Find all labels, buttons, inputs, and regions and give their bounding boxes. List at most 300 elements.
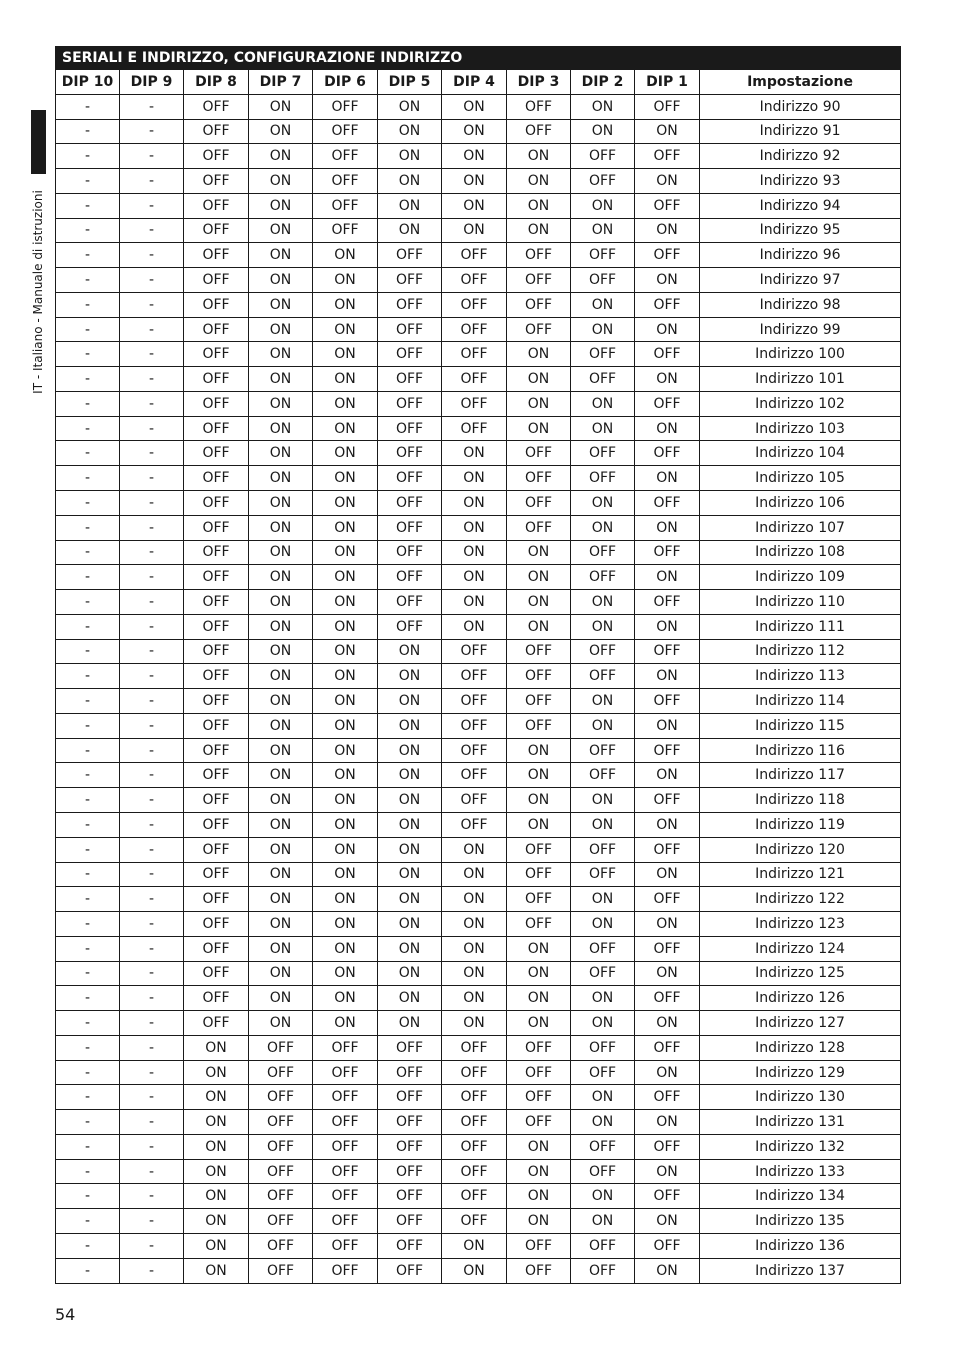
dip-cell: ON (249, 788, 313, 813)
dip-cell: OFF (313, 1035, 378, 1060)
table-row (56, 713, 901, 738)
dip-cell: ON (571, 391, 635, 416)
dip-cell: ON (249, 639, 313, 664)
setting-cell: Indirizzo 131 (700, 1110, 901, 1135)
dip-cell: OFF (571, 243, 635, 268)
dip-cell: OFF (378, 1159, 442, 1184)
table-row (56, 441, 901, 466)
dip-cell: OFF (378, 391, 442, 416)
dip-cell: OFF (378, 243, 442, 268)
dip-cell: - (56, 144, 120, 169)
dip-cell: ON (635, 1110, 700, 1135)
dip-cell: ON (571, 590, 635, 615)
dip-cell: ON (313, 342, 378, 367)
dip-cell: ON (571, 689, 635, 714)
dip-cell: - (56, 119, 120, 144)
setting-cell: Indirizzo 111 (700, 614, 901, 639)
table-row (56, 218, 901, 243)
dip-cell: OFF (184, 391, 249, 416)
dip-cell: OFF (571, 1060, 635, 1085)
dip-cell: - (56, 862, 120, 887)
dip-cell: ON (571, 788, 635, 813)
dip-cell: OFF (507, 1258, 571, 1283)
dip-cell: OFF (442, 1184, 507, 1209)
dip-cell: - (56, 441, 120, 466)
dip-cell: - (120, 565, 184, 590)
dip-cell: - (56, 416, 120, 441)
table-row (56, 1258, 901, 1283)
dip-cell: ON (313, 912, 378, 937)
dip-cell: ON (249, 689, 313, 714)
setting-cell: Indirizzo 108 (700, 540, 901, 565)
dip-cell: OFF (378, 540, 442, 565)
dip-cell: ON (249, 540, 313, 565)
dip-cell: - (56, 317, 120, 342)
dip-cell: OFF (184, 713, 249, 738)
dip-cell: - (120, 540, 184, 565)
dip-cell: OFF (507, 1060, 571, 1085)
dip-cell: OFF (571, 763, 635, 788)
setting-cell: Indirizzo 103 (700, 416, 901, 441)
page-number: 54 (55, 1305, 76, 1324)
dip-cell: OFF (313, 1159, 378, 1184)
dip-cell: OFF (571, 936, 635, 961)
table-row (56, 763, 901, 788)
setting-cell: Indirizzo 133 (700, 1159, 901, 1184)
dip-cell: ON (249, 144, 313, 169)
dip-cell: OFF (635, 1035, 700, 1060)
setting-cell: Indirizzo 98 (700, 292, 901, 317)
dip-cell: ON (313, 292, 378, 317)
dip-cell: ON (635, 466, 700, 491)
dip-cell: - (120, 887, 184, 912)
dip-cell: ON (507, 961, 571, 986)
table-row (56, 639, 901, 664)
dip-cell: OFF (184, 292, 249, 317)
dip-cell: - (56, 837, 120, 862)
setting-cell: Indirizzo 106 (700, 491, 901, 516)
dip-cell: ON (249, 614, 313, 639)
column-header: DIP 3 (507, 70, 571, 95)
table-row (56, 1184, 901, 1209)
dip-cell: - (56, 515, 120, 540)
dip-cell: ON (507, 763, 571, 788)
dip-cell: OFF (313, 1258, 378, 1283)
dip-cell: - (120, 713, 184, 738)
dip-cell: ON (378, 763, 442, 788)
dip-cell: OFF (378, 317, 442, 342)
dip-cell: ON (184, 1060, 249, 1085)
dip-cell: - (120, 317, 184, 342)
dip-cell: ON (507, 1134, 571, 1159)
dip-cell: OFF (184, 912, 249, 937)
table-row (56, 540, 901, 565)
dip-cell: ON (249, 738, 313, 763)
table-row (56, 887, 901, 912)
dip-cell: OFF (442, 812, 507, 837)
dip-cell: ON (184, 1134, 249, 1159)
dip-cell: ON (249, 590, 313, 615)
setting-cell: Indirizzo 104 (700, 441, 901, 466)
dip-cell: - (56, 94, 120, 119)
dip-cell: OFF (184, 887, 249, 912)
column-header: DIP 10 (56, 70, 120, 95)
dip-cell: ON (184, 1233, 249, 1258)
setting-cell: Indirizzo 96 (700, 243, 901, 268)
dip-cell: OFF (571, 837, 635, 862)
table-row (56, 961, 901, 986)
dip-cell: - (56, 1085, 120, 1110)
dip-cell: ON (313, 391, 378, 416)
dip-cell: ON (571, 218, 635, 243)
column-header: DIP 4 (442, 70, 507, 95)
dip-cell: ON (442, 1011, 507, 1036)
dip-cell: OFF (378, 466, 442, 491)
setting-cell: Indirizzo 132 (700, 1134, 901, 1159)
dip-cell: OFF (507, 887, 571, 912)
dip-cell: ON (442, 1233, 507, 1258)
dip-cell: ON (249, 268, 313, 293)
dip-cell: OFF (507, 466, 571, 491)
dip-cell: OFF (571, 540, 635, 565)
dip-cell: OFF (635, 491, 700, 516)
table-row (56, 94, 901, 119)
dip-cell: ON (635, 713, 700, 738)
dip-cell: ON (313, 317, 378, 342)
dip-cell: - (56, 1258, 120, 1283)
dip-cell: OFF (184, 961, 249, 986)
dip-cell: OFF (635, 689, 700, 714)
dip-cell: ON (249, 862, 313, 887)
dip-cell: OFF (635, 391, 700, 416)
dip-cell: ON (507, 1209, 571, 1234)
dip-cell: - (120, 441, 184, 466)
dip-cell: ON (507, 590, 571, 615)
dip-cell: ON (378, 936, 442, 961)
dip-cell: ON (378, 193, 442, 218)
dip-cell: ON (249, 169, 313, 194)
dip-cell: ON (249, 391, 313, 416)
dip-cell: ON (378, 94, 442, 119)
dip-cell: - (56, 639, 120, 664)
dip-cell: ON (442, 94, 507, 119)
dip-cell: ON (313, 936, 378, 961)
setting-cell: Indirizzo 124 (700, 936, 901, 961)
dip-cell: ON (571, 491, 635, 516)
dip-cell: OFF (442, 639, 507, 664)
dip-cell: OFF (635, 590, 700, 615)
dip-cell: - (120, 1011, 184, 1036)
dip-cell: - (120, 961, 184, 986)
table-row (56, 590, 901, 615)
dip-cell: ON (635, 317, 700, 342)
setting-cell: Indirizzo 92 (700, 144, 901, 169)
column-header: DIP 9 (120, 70, 184, 95)
column-header: DIP 8 (184, 70, 249, 95)
dip-cell: OFF (249, 1258, 313, 1283)
dip-cell: OFF (507, 268, 571, 293)
dip-cell: ON (184, 1184, 249, 1209)
dip-cell: OFF (249, 1134, 313, 1159)
dip-cell: ON (313, 491, 378, 516)
dip-cell: ON (378, 961, 442, 986)
dip-cell: OFF (442, 1209, 507, 1234)
table-row (56, 986, 901, 1011)
dip-cell: ON (249, 961, 313, 986)
dip-cell: ON (313, 367, 378, 392)
dip-cell: ON (249, 812, 313, 837)
dip-cell: - (56, 763, 120, 788)
setting-cell: Indirizzo 119 (700, 812, 901, 837)
dip-cell: ON (313, 961, 378, 986)
dip-cell: OFF (442, 763, 507, 788)
dip-cell: OFF (184, 243, 249, 268)
dip-cell: OFF (571, 466, 635, 491)
table-row (56, 317, 901, 342)
setting-cell: Indirizzo 126 (700, 986, 901, 1011)
dip-cell: ON (249, 218, 313, 243)
dip-cell: - (120, 416, 184, 441)
dip-cell: OFF (378, 367, 442, 392)
dip-cell: OFF (184, 614, 249, 639)
dip-cell: OFF (507, 912, 571, 937)
dip-cell: ON (571, 713, 635, 738)
dip-cell: OFF (507, 317, 571, 342)
dip-cell: - (56, 1011, 120, 1036)
dip-cell: ON (442, 862, 507, 887)
dip-cell: ON (184, 1035, 249, 1060)
dip-cell: OFF (184, 1011, 249, 1036)
table-row (56, 1110, 901, 1135)
dip-cell: OFF (571, 862, 635, 887)
dip-cell: OFF (378, 614, 442, 639)
dip-cell: OFF (249, 1209, 313, 1234)
dip-cell: OFF (635, 292, 700, 317)
dip-cell: - (120, 1209, 184, 1234)
dip-switch-table (55, 46, 901, 1284)
dip-cell: OFF (378, 1060, 442, 1085)
dip-cell: OFF (442, 1035, 507, 1060)
dip-cell: ON (635, 1060, 700, 1085)
dip-cell: - (120, 986, 184, 1011)
table-row (56, 193, 901, 218)
dip-cell: - (56, 738, 120, 763)
dip-cell: - (120, 590, 184, 615)
dip-cell: ON (571, 292, 635, 317)
dip-cell: OFF (378, 268, 442, 293)
dip-cell: OFF (313, 1110, 378, 1135)
table-row (56, 169, 901, 194)
dip-cell: - (120, 689, 184, 714)
dip-cell: ON (313, 689, 378, 714)
dip-cell: ON (635, 367, 700, 392)
dip-cell: OFF (635, 986, 700, 1011)
dip-cell: ON (378, 119, 442, 144)
dip-cell: OFF (571, 441, 635, 466)
dip-cell: ON (184, 1085, 249, 1110)
table-row (56, 1233, 901, 1258)
dip-cell: ON (249, 491, 313, 516)
setting-cell: Indirizzo 110 (700, 590, 901, 615)
dip-cell: - (120, 738, 184, 763)
table-row (56, 292, 901, 317)
dip-cell: ON (635, 1258, 700, 1283)
dip-cell: - (120, 664, 184, 689)
dip-cell: ON (442, 986, 507, 1011)
dip-cell: ON (249, 912, 313, 937)
table-row (56, 812, 901, 837)
dip-cell: OFF (249, 1085, 313, 1110)
dip-cell: OFF (378, 1085, 442, 1110)
dip-cell: OFF (635, 1233, 700, 1258)
dip-cell: ON (571, 193, 635, 218)
setting-cell: Indirizzo 109 (700, 565, 901, 590)
dip-cell: OFF (378, 1233, 442, 1258)
dip-cell: - (56, 936, 120, 961)
dip-cell: OFF (184, 689, 249, 714)
dip-cell: ON (442, 614, 507, 639)
dip-cell: - (56, 169, 120, 194)
table-row (56, 1060, 901, 1085)
header-row (56, 70, 901, 95)
dip-cell: ON (249, 515, 313, 540)
dip-cell: OFF (571, 1258, 635, 1283)
dip-cell: ON (313, 268, 378, 293)
column-header: DIP 5 (378, 70, 442, 95)
dip-cell: OFF (571, 342, 635, 367)
dip-cell: OFF (442, 1134, 507, 1159)
dip-cell: OFF (378, 491, 442, 516)
dip-cell: OFF (442, 664, 507, 689)
dip-cell: ON (507, 540, 571, 565)
setting-cell: Indirizzo 94 (700, 193, 901, 218)
dip-cell: OFF (442, 416, 507, 441)
dip-cell: - (56, 218, 120, 243)
dip-cell: ON (313, 812, 378, 837)
dip-cell: OFF (442, 788, 507, 813)
dip-cell: ON (378, 812, 442, 837)
dip-cell: OFF (184, 169, 249, 194)
setting-cell: Indirizzo 123 (700, 912, 901, 937)
dip-cell: ON (313, 540, 378, 565)
dip-cell: ON (571, 986, 635, 1011)
dip-cell: ON (635, 912, 700, 937)
dip-cell: ON (313, 639, 378, 664)
dip-cell: ON (635, 1011, 700, 1036)
setting-cell: Indirizzo 97 (700, 268, 901, 293)
dip-cell: OFF (507, 243, 571, 268)
dip-cell: ON (442, 169, 507, 194)
dip-cell: ON (507, 193, 571, 218)
dip-cell: ON (442, 441, 507, 466)
dip-cell: ON (249, 317, 313, 342)
dip-cell: OFF (442, 1060, 507, 1085)
column-header: DIP 6 (313, 70, 378, 95)
dip-cell: OFF (442, 1159, 507, 1184)
dip-cell: ON (249, 763, 313, 788)
dip-cell: ON (313, 862, 378, 887)
dip-cell: OFF (635, 540, 700, 565)
dip-cell: ON (442, 590, 507, 615)
setting-cell: Indirizzo 122 (700, 887, 901, 912)
dip-cell: OFF (249, 1184, 313, 1209)
dip-cell: ON (313, 664, 378, 689)
dip-cell: ON (507, 169, 571, 194)
dip-cell: ON (442, 1258, 507, 1283)
dip-cell: OFF (378, 1184, 442, 1209)
dip-cell: ON (313, 837, 378, 862)
dip-cell: ON (442, 936, 507, 961)
dip-cell: - (120, 1060, 184, 1085)
dip-cell: OFF (184, 664, 249, 689)
dip-cell: - (56, 664, 120, 689)
dip-cell: OFF (184, 94, 249, 119)
dip-cell: ON (635, 119, 700, 144)
dip-cell: - (120, 94, 184, 119)
dip-cell: ON (313, 763, 378, 788)
dip-cell: - (56, 391, 120, 416)
dip-cell: OFF (571, 565, 635, 590)
dip-cell: ON (635, 416, 700, 441)
dip-cell: ON (507, 342, 571, 367)
dip-cell: OFF (378, 1258, 442, 1283)
dip-cell: ON (378, 169, 442, 194)
dip-cell: OFF (442, 1110, 507, 1135)
dip-cell: OFF (184, 738, 249, 763)
dip-cell: OFF (571, 961, 635, 986)
setting-cell: Indirizzo 137 (700, 1258, 901, 1283)
dip-cell: OFF (571, 144, 635, 169)
dip-cell: OFF (442, 243, 507, 268)
dip-cell: ON (571, 614, 635, 639)
table-row (56, 391, 901, 416)
table-row (56, 689, 901, 714)
dip-cell: ON (507, 144, 571, 169)
dip-cell: OFF (249, 1035, 313, 1060)
dip-cell: ON (378, 788, 442, 813)
dip-cell: - (56, 466, 120, 491)
dip-cell: OFF (571, 738, 635, 763)
dip-cell: - (120, 837, 184, 862)
dip-cell: - (56, 292, 120, 317)
dip-cell: OFF (507, 491, 571, 516)
dip-cell: ON (313, 788, 378, 813)
dip-cell: - (56, 367, 120, 392)
dip-cell: ON (249, 193, 313, 218)
dip-cell: - (120, 367, 184, 392)
dip-cell: ON (378, 664, 442, 689)
dip-cell: - (120, 119, 184, 144)
dip-cell: ON (249, 713, 313, 738)
dip-cell: ON (313, 515, 378, 540)
dip-cell: OFF (184, 936, 249, 961)
dip-cell: ON (635, 812, 700, 837)
dip-cell: OFF (635, 1085, 700, 1110)
dip-cell: ON (249, 416, 313, 441)
dip-cell: OFF (378, 1134, 442, 1159)
dip-cell: OFF (442, 713, 507, 738)
setting-cell: Indirizzo 135 (700, 1209, 901, 1234)
dip-cell: OFF (507, 1110, 571, 1135)
dip-cell: ON (507, 788, 571, 813)
dip-cell: - (120, 936, 184, 961)
dip-cell: - (56, 812, 120, 837)
setting-cell: Indirizzo 127 (700, 1011, 901, 1036)
dip-cell: - (120, 1035, 184, 1060)
dip-cell: ON (442, 515, 507, 540)
dip-cell: ON (249, 243, 313, 268)
dip-cell: OFF (378, 342, 442, 367)
